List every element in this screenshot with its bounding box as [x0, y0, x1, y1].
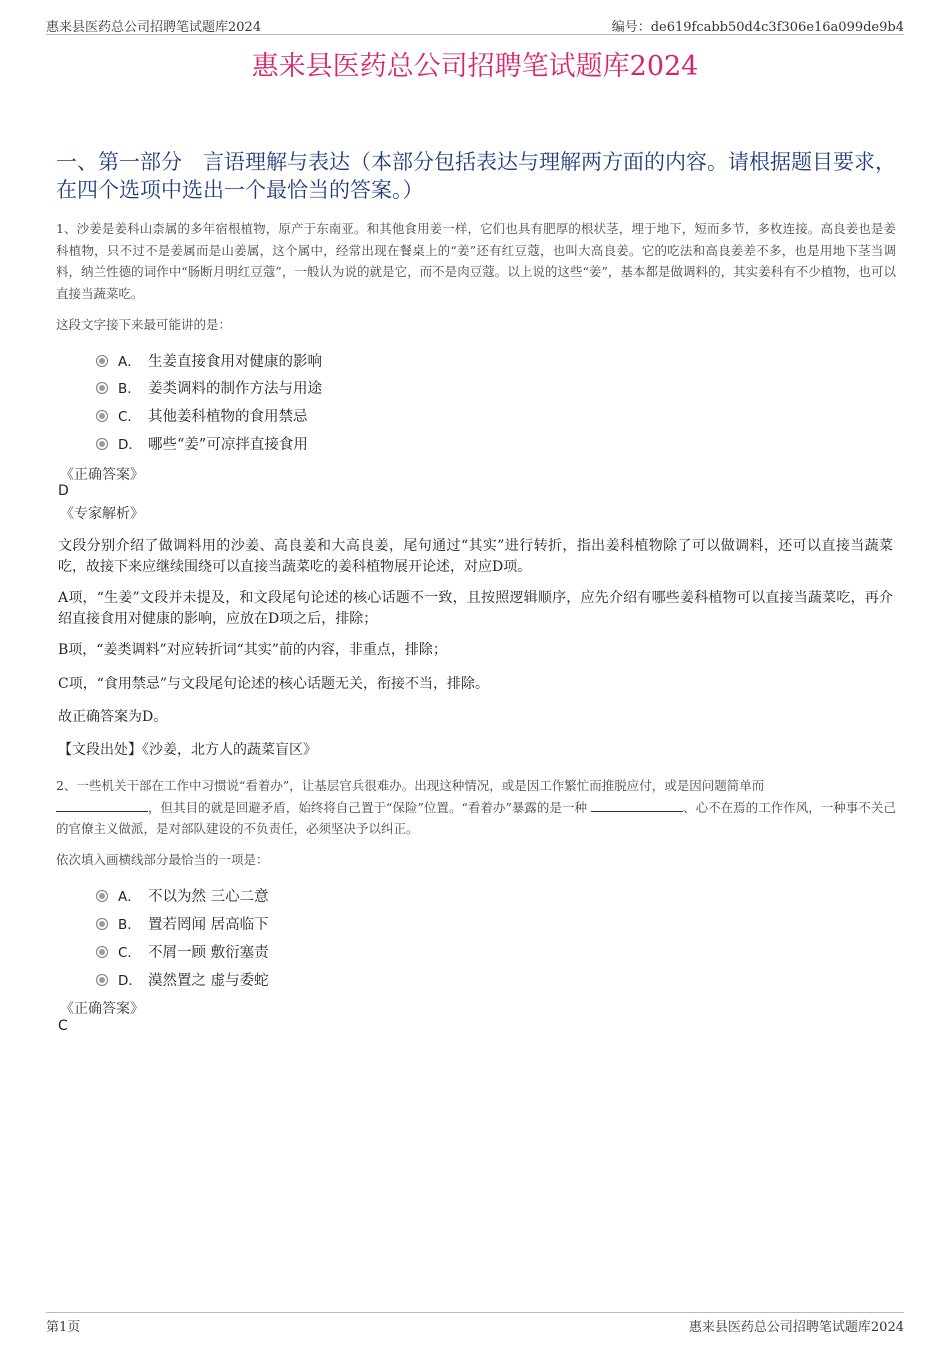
- radio-icon[interactable]: [96, 382, 108, 394]
- option-text: 漠然置之 虚与委蛇: [148, 973, 269, 989]
- option-key: B．: [118, 381, 141, 397]
- radio-icon[interactable]: [96, 438, 108, 450]
- section-title: 一、第一部分 言语理解与表达（本部分包括表达与理解两方面的内容。请根据题目要求，在四个选项中选出一个最恰当的答案。）: [56, 150, 896, 202]
- header-document-number: 编号：de619fcabb50d4c3f306e16a099de9b4: [611, 20, 904, 35]
- radio-icon[interactable]: [96, 974, 108, 986]
- analysis-paragraph: C项，“食用禁忌”与文段尾句论述的核心话题无关，衔接不当，排除。: [58, 676, 490, 692]
- option-text: 不屑一顾 敷衍塞责: [148, 945, 269, 961]
- radio-icon[interactable]: [96, 918, 108, 930]
- document-title: 惠来县医药总公司招聘笔试题库2024: [251, 51, 699, 82]
- option-key: A．: [118, 889, 141, 905]
- answer-label: 《正确答案》: [60, 467, 144, 483]
- analysis-label: 《专家解析》: [60, 506, 144, 522]
- option-text: 姜类调料的制作方法与用途: [148, 381, 322, 397]
- fill-blank: [591, 799, 683, 812]
- question-2-prompt: 依次填入画横线部分最恰当的一项是：: [56, 852, 269, 867]
- analysis-paragraph: 文段分别介绍了做调料用的沙姜、高良姜和大高良姜，尾句通过“其实”进行转折，指出姜科植物除了可以做调料，还可以直接当蔬菜吃，故接下来应继续围绕可以直接当蔬菜吃的姜科植物展开论述，对应D项。: [58, 538, 893, 575]
- header-left-title: 惠来县医药总公司招聘笔试题库2024: [46, 20, 262, 35]
- option-text: 置若罔闻 居高临下: [148, 917, 269, 933]
- analysis-paragraph: 故正确答案为D。: [58, 709, 168, 725]
- fill-blank: [56, 799, 148, 812]
- radio-icon[interactable]: [96, 410, 108, 422]
- option-key: C．: [118, 409, 141, 425]
- option-key: B．: [118, 917, 141, 933]
- option-key: C．: [118, 945, 141, 961]
- radio-icon[interactable]: [96, 946, 108, 958]
- footer-title: 惠来县医药总公司招聘笔试题库2024: [688, 1320, 904, 1335]
- source-citation: 【文段出处】《沙姜，北方人的蔬菜盲区》: [58, 742, 317, 758]
- answer-value: C: [58, 1018, 68, 1034]
- option-key: D．: [118, 437, 142, 453]
- question-1-text: 1、沙姜是姜科山柰属的多年宿根植物，原产于东南亚。和其他食用姜一样，它们也具有肥厚的根状茎，埋于地下，短而多节，多枚连接。高良姜也是姜科植物，只不过不是姜属而是山姜属，这个属中，经常出现在餐桌上的“姜”还有红豆蔻，也叫大高良姜。它的吃法和高良姜差不多，也是用地下茎当调料，纳兰性德的词作中“肠断月明红豆蔻”，一般认为说的就是它，而不是肉豆蔻。以上说的这些“姜”，基本都是做调料的，其实姜科有不少植物，也可以直接当蔬菜吃。: [56, 221, 896, 301]
- option-text: 生姜直接食用对健康的影响: [148, 354, 322, 370]
- page-number: 第1页: [46, 1320, 81, 1335]
- question-2-text: [56, 775, 896, 840]
- radio-icon[interactable]: [96, 890, 108, 902]
- answer-label: 《正确答案》: [60, 1001, 144, 1017]
- analysis-paragraph: A项，“生姜”文段并未提及，和文段尾句论述的核心话题不一致，且按照逻辑顺序，应先介绍有哪些姜科植物可以直接当蔬菜吃，再介绍直接食用对健康的影响，应放在D项之后，排除；: [58, 590, 893, 627]
- radio-icon[interactable]: [96, 355, 108, 367]
- question-2-text-part-3: 、心不在焉的工作作风，一种事不关己的官僚主义做派，是对部队建设的不负责任，必须坚决予以纠正。: [56, 799, 896, 836]
- question-2-text-part-1: 2、一些机关干部在工作中习惯说“看着办”，让基层官兵很难办。出现这种情况，或是因工作繁忙而推脱应付，或是因问题简单而: [56, 778, 765, 793]
- answer-value: D: [58, 483, 69, 499]
- page-footer: [46, 1312, 904, 1334]
- analysis-paragraph: B项，“姜类调料”对应转折词“其实”前的内容，非重点，排除；: [58, 642, 447, 658]
- page-header: [46, 16, 904, 35]
- option-key: A．: [118, 354, 141, 370]
- option-text: 不以为然 三心二意: [148, 889, 269, 905]
- option-text: 哪些“姜”可凉拌直接食用: [148, 437, 308, 453]
- option-text: 其他姜科植物的食用禁忌: [148, 409, 308, 425]
- option-key: D．: [118, 973, 142, 989]
- question-1-prompt: 这段文字接下来最可能讲的是：: [56, 317, 232, 332]
- question-2-text-part-2: ，但其目的就是回避矛盾，始终将自己置于“保险”位置。“看着办”暴露的是一种: [148, 799, 588, 815]
